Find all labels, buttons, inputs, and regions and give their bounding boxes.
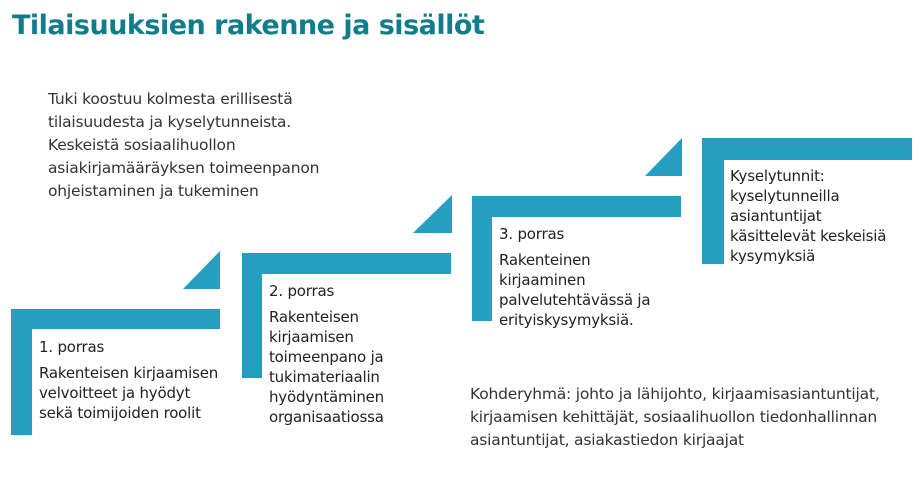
step-1-arrow-icon bbox=[183, 251, 220, 289]
step-1-label: 1. porras bbox=[39, 338, 105, 356]
step-3-arrow-icon bbox=[645, 138, 682, 176]
step-4-label: Kyselytunnit: bbox=[730, 167, 825, 185]
step-3-top-bar bbox=[472, 196, 681, 217]
step-3-text bbox=[499, 224, 659, 330]
step-2-arrow-icon bbox=[413, 195, 452, 233]
step-1-side-bar bbox=[11, 309, 32, 435]
step-2-description: Rakenteisen kirjaamisen toimeenpano ja tukimateriaalin hyödyntäminen organisaatiossa bbox=[269, 308, 384, 426]
step-2-text bbox=[269, 281, 409, 427]
step-3-label: 3. porras bbox=[499, 225, 565, 243]
step-2-side-bar bbox=[242, 253, 262, 378]
step-4-side-bar bbox=[702, 138, 724, 264]
step-4-description: kyselytunneilla asiantuntijat käsittelevät keskeisiä kysymyksiä bbox=[730, 187, 887, 265]
step-4-text bbox=[730, 166, 910, 266]
step-2-label: 2. porras bbox=[269, 282, 335, 300]
step-3-side-bar bbox=[472, 196, 492, 321]
step-1-text bbox=[39, 337, 224, 423]
step-2-top-bar bbox=[242, 253, 451, 274]
step-1-top-bar bbox=[11, 309, 220, 329]
target-group-text: Kohderyhmä: johto ja lähijohto, kirjaamisasiantuntijat, kirjaamisen kehittäjät, sosiaalihuollon tiedonhallinnan asiantuntijat, asiakastiedon kirjaajat bbox=[470, 385, 880, 449]
step-4-top-bar bbox=[702, 138, 912, 160]
page-title: Tilaisuuksien rakenne ja sisällöt bbox=[12, 10, 485, 41]
step-1-description: Rakenteisen kirjaamisen velvoitteet ja hyödyt sekä toimijoiden roolit bbox=[39, 364, 219, 422]
intro-text: Tuki koostuu kolmesta erillisestä tilaisuudesta ja kyselytunneista. Keskeistä sosiaalihuollon asiakirjamääräyksen toimeenpanon ohjeistaminen ja tukeminen bbox=[48, 90, 320, 200]
step-3-description: Rakenteinen kirjaaminen palvelutehtävässä ja erityiskysymyksiä. bbox=[499, 251, 651, 329]
